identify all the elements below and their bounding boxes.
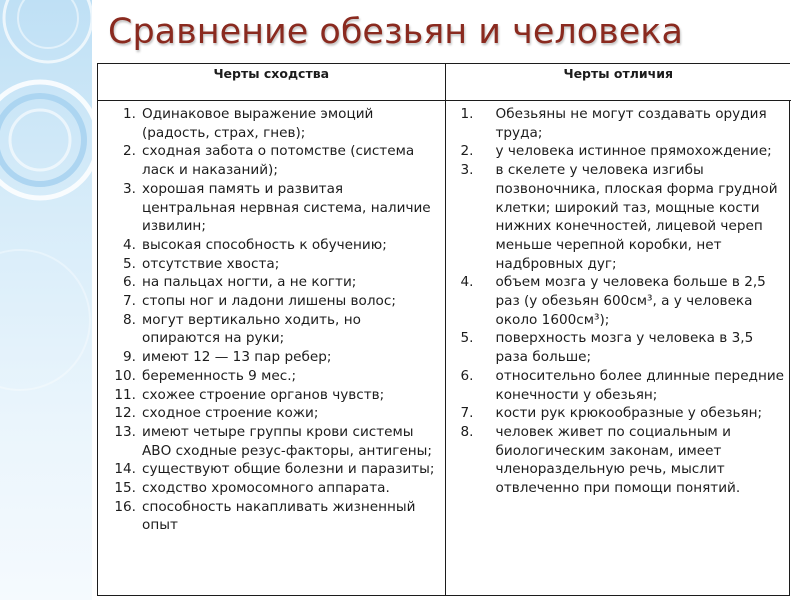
- difference-text: кости рук крюкообразные у обезьян;: [495, 405, 763, 422]
- list-item: 1. Обезьяны не могут создавать орудия труда;: [460, 106, 767, 141]
- list-item: 14. существуют общие болезни и паразиты;: [114, 461, 435, 478]
- similarity-text: высокая способность к обучению;: [142, 236, 387, 253]
- differences-list: [454, 105, 786, 498]
- difference-text: поверхность мозга у человека в 3,5 раза больше;: [495, 330, 754, 366]
- list-item: 4. высокая способность к обучению;: [123, 236, 387, 253]
- list-item: 15. сходство хромосомного аппарата.: [114, 480, 390, 497]
- similarity-text: беременность 9 мес.;: [142, 367, 297, 384]
- similarity-text: способность накапливать жизненный опыт: [142, 498, 416, 534]
- comparison-table-frame: [97, 63, 790, 596]
- table-body-row: [98, 101, 791, 596]
- header-similarities: Черты сходства: [98, 64, 445, 101]
- decorative-rings-graphic: [0, 0, 92, 600]
- list-item: 2. сходная забота о потомстве (система ласк и наказаний);: [123, 143, 415, 179]
- list-item: 3. в скелете у человека изгибы позвоночника, плоская форма грудной клетки; широкий таз, мощные кости нижних конечностей, лицевой череп меньше черепной коробки, нет надбровных дуг;: [460, 162, 778, 272]
- list-item: 16. способность накапливать жизненный опыт: [114, 498, 416, 534]
- similarity-text: могут вертикально ходить, но опираются на руки;: [142, 311, 361, 347]
- list-item: 8. могут вертикально ходить, но опираются на руки;: [123, 311, 361, 347]
- difference-text: относительно более длинные передние конечности у обезьян;: [495, 367, 785, 403]
- similarities-list: [106, 105, 439, 535]
- decorative-side-panel: [0, 0, 92, 600]
- table-header-row: [98, 64, 791, 101]
- similarity-text: отсутствие хвоста;: [142, 255, 280, 272]
- list-item: 13. имеют четыре группы крови системы АВО сходные резус-факторы, антигены;: [114, 423, 432, 459]
- differences-cell: [445, 101, 791, 596]
- similarity-text: на пальцах ногти, а не когти;: [142, 274, 357, 291]
- list-item: 5. отсутствие хвоста;: [123, 255, 280, 272]
- list-item: 5. поверхность мозга у человека в 3,5 раза больше;: [460, 330, 754, 366]
- list-item: 9. имеют 12 — 13 пар ребер;: [123, 349, 332, 366]
- similarity-text: хорошая память и развитая центральная нервная система, наличие извилин;: [142, 180, 431, 235]
- similarity-text: сходство хромосомного аппарата.: [142, 480, 390, 497]
- comparison-table: [98, 64, 791, 595]
- slide-title: Сравнение обезьян и человека: [108, 12, 683, 52]
- similarity-text: сходное строение кожи;: [142, 405, 319, 422]
- header-differences: Черты отличия: [445, 64, 791, 101]
- list-item: 6. относительно более длинные передние конечности у обезьян;: [460, 367, 785, 403]
- difference-text: человек живет по социальным и биологическим законам, имеет членораздельную речь, мыслит отвлеченно при помощи понятий.: [495, 423, 741, 497]
- list-item: 10. беременность 9 мес.;: [114, 367, 297, 384]
- difference-text: Обезьяны не могут создавать орудия труда;: [495, 106, 767, 141]
- list-item: 11. схожее строение органов чувств;: [114, 386, 385, 403]
- list-item: 1. Одинаковое выражение эмоций (радость, страх, гнев);: [123, 106, 374, 141]
- difference-text: объем мозга у человека больше в 2,5 раз (у обезьян 600см³, а у человека около 1600см³);: [495, 274, 766, 328]
- list-item: 6. на пальцах ногти, а не когти;: [123, 274, 357, 291]
- difference-text: у человека истинное прямохождение;: [495, 143, 772, 160]
- similarity-text: сходная забота о потомстве (система ласк и наказаний);: [142, 143, 415, 179]
- similarity-text: схожее строение органов чувств;: [142, 386, 385, 403]
- similarity-text: имеют 12 — 13 пар ребер;: [142, 349, 332, 366]
- list-item: 2. у человека истинное прямохождение;: [460, 143, 772, 160]
- list-item: 12. сходное строение кожи;: [114, 405, 319, 422]
- similarities-cell: [98, 101, 445, 596]
- list-item: 8. человек живет по социальным и биологическим законам, имеет членораздельную речь, мыслит отвлеченно при помощи понятий.: [460, 423, 741, 497]
- similarity-text: Одинаковое выражение эмоций (радость, страх, гнев);: [142, 106, 374, 141]
- list-item: 4. объем мозга у человека больше в 2,5 раз (у обезьян 600см³, а у человека около 1600см³);: [460, 274, 766, 328]
- similarity-text: имеют четыре группы крови системы АВО сходные резус-факторы, антигены;: [142, 423, 432, 459]
- list-item: 3. хорошая память и развитая центральная нервная система, наличие извилин;: [123, 180, 431, 235]
- list-item: 7. кости рук крюкообразные у обезьян;: [460, 405, 763, 422]
- difference-text: в скелете у человека изгибы позвоночника, плоская форма грудной клетки; широкий таз, мощные кости нижних конечностей, лицевой череп меньше черепной коробки, нет надбровных дуг;: [495, 162, 778, 272]
- similarity-text: существуют общие болезни и паразиты;: [142, 461, 435, 478]
- similarity-text: стопы ног и ладони лишены волос;: [142, 293, 396, 310]
- list-item: 7. стопы ног и ладони лишены волос;: [123, 293, 396, 310]
